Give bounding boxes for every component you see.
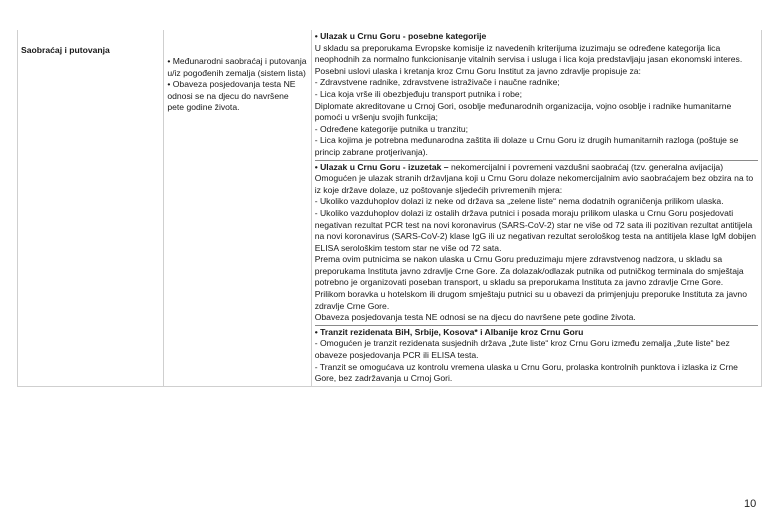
- section-line: Obaveza posjedovanja testa NE odnosi se na djecu do navršene pete godine života.: [314, 312, 636, 323]
- details-cell: [311, 30, 761, 386]
- section-line: - Tranzit se omogućava uz kontrolu vremena ulaska u Crnu Goru, prolaska kontrolnih punktova i izlaska iz Crne Gore, bez zadržavanja u Crnoj Gori.: [314, 361, 738, 384]
- section-title: • Ulazak u Crnu Goru - posebne kategorije: [314, 31, 487, 41]
- section-line: U skladu sa preporukama Evropske komisije iz navedenih kriterijuma izuzimaju se određene kategorija lica neophodnih za normalno funkcionisanje vitalnih servisa i usluga i lica koja predstavljaju jasan ekonomski interes. Posebni uslovi ulaska i kretanja kroz Crnu Goru Institut za javno zdravlje propisuje za:: [314, 42, 743, 76]
- section-line: Diplomate akreditovane u Crnoj Gori, osoblje međunarodnih organizacija, vojno osoblje i radnike humanitarne pomoći u vršenju svojih funkcija;: [314, 100, 732, 123]
- summary-list: [167, 30, 307, 114]
- section-line: - Ukoliko vazduhoplov dolazi iz ostalih država putnici i posada moraju prilikom ulaska u Crnu Goru posjedovati negativan rezultat PCR test na novi koronavirus (SARS-CoV-2) star ne više od 72 sata ili pozitivan rezultat antitijela na novi koronavirus (SARS-CoV-2) klase IgG ili uz negativan rezultat serološkog testa na antitijela klase IgM dobijen ELISA serološkim testom star ne više od 72 sata.: [314, 207, 757, 253]
- table-row: [18, 30, 762, 386]
- page-number: 10: [744, 498, 757, 510]
- section-special-categories: [315, 30, 758, 161]
- topic-label: Saobraćaj i putovanja: [21, 45, 110, 55]
- section-line: - Lica koja vrše ili obezbjeđuju transport putnika i robe;: [314, 88, 523, 99]
- summary-cell: [164, 30, 311, 386]
- section-exception-aviation: [315, 161, 758, 326]
- section-line: - Lica kojima je potrebna međunarodna zaštita ili dolaze u Crnu Goru iz drugih humanitarnih razloga (poštuje se princip zabrane protjerivanja).: [314, 135, 739, 157]
- summary-item: • Obaveza posjedovanja testa NE odnosi se na djecu do navršene pete godine života.: [167, 79, 296, 113]
- section-line: Prilikom boravka u hotelskom ili drugom smještaju putnici su u obavezi da primjenjuju preporuke Instituta za javno zdravlje Crne Gore.: [314, 289, 747, 311]
- section-line: Prema ovim putnicima se nakon ulaska u Crnu Goru preduzimaju mjere zdravstvenog nadzora, u skladu sa preporukama Instituta javno zdravlje Crne Gore. Za dolazak/odlazak putnika od putničkog terminala do smještaja potrebno je organizovati poseban transport, u skladu sa preporukama Instituta za javno zdravlje Crne Gore.: [314, 254, 744, 288]
- section-title: • Tranzit rezidenata BiH, Srbije, Kosova* i Albanije kroz Crnu Goru: [314, 326, 584, 337]
- summary-item: • Međunarodni saobraćaj i putovanja u/iz pogođenih zemalja (sistem lista): [167, 56, 307, 78]
- section-title: • Ulazak u Crnu Goru - izuzetak –: [314, 161, 449, 172]
- section-line: - Zdravstvene radnike, zdravstvene istraživače i naučne radnike;: [314, 77, 560, 88]
- section-line: Omogućen je ulazak stranih državljana koji u Crnu Goru dolaze nekomercijalnim avio saobraćajem bez obzira na to iz koje države dolaze, uz poštovanje sljedećih privremenih mjera:: [314, 173, 754, 195]
- measures-table: [17, 30, 762, 387]
- section-transit: [315, 326, 758, 386]
- section-line: - Određene kategorije putnika u tranzitu;: [314, 123, 469, 134]
- topic-cell: [18, 30, 164, 386]
- section-line: - Ukoliko vazduhoplov dolazi iz neke od država sa „zelene liste“ nema dodatnih ograničenja prilikom ulaska.: [314, 196, 724, 207]
- section-line: - Omogućen je tranzit rezidenata susjednih država „žute liste“ kroz Crnu Goru između zemalja „žute liste“ bez obaveze posjedovanja PCR ili ELISA testa.: [314, 338, 730, 361]
- section-title-suffix: nekomercijalni i povremeni vazdušni saobraćaj (tzv. generalna avijacija): [448, 161, 724, 172]
